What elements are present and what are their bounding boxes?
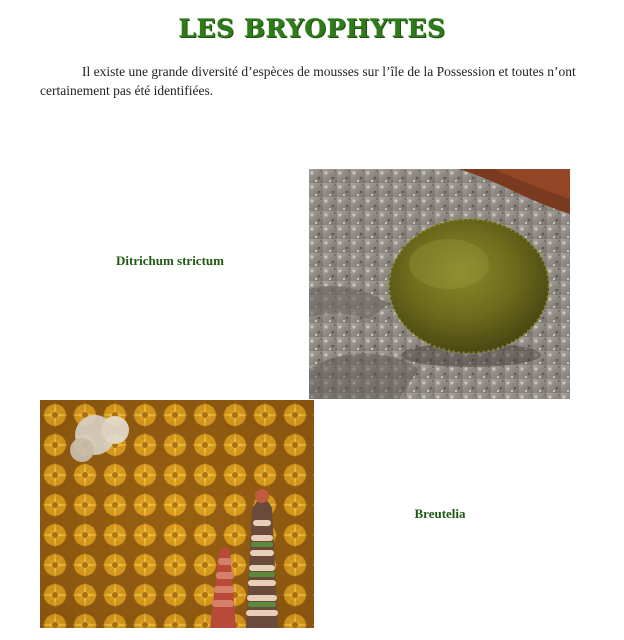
caption-breutelia: Breutelia [414,506,466,521]
photo-breutelia [40,400,314,628]
caption-ditrichum: Ditrichum strictum [116,253,224,268]
intro-paragraph: Il existe une grande diversité d’espèces de mousses sur l’île de la Possession et toutes n’ont certainement pas été identifiées. [40,64,576,98]
photo-ditrichum [309,169,570,399]
page-title: LES BRYOPHYTES [178,14,446,43]
